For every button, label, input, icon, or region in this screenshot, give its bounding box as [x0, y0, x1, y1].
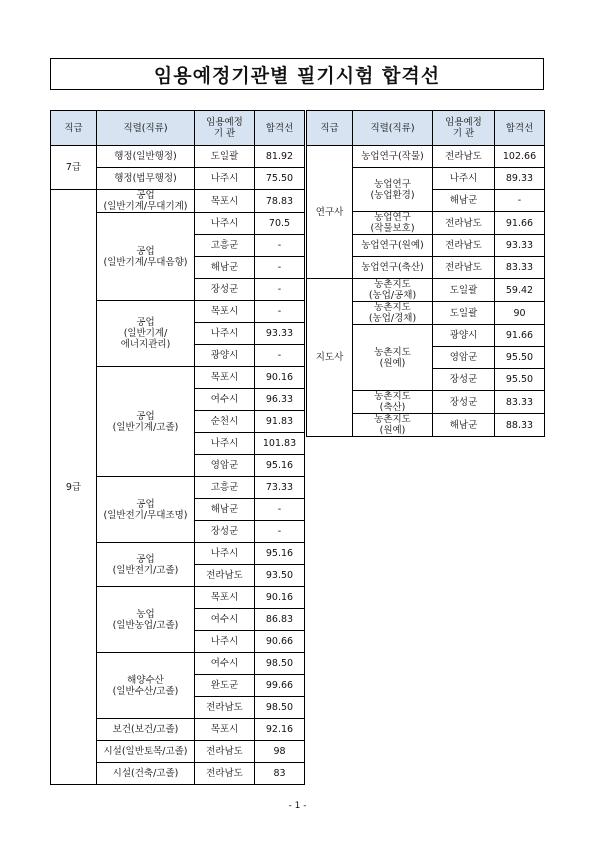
page-title-text: 임용예정기관별 필기시험 합격선: [153, 64, 441, 87]
agency-cell: 목포시: [195, 367, 255, 389]
series-line: 농업연구(축산): [361, 262, 424, 273]
agency-cell: 나주시: [195, 168, 255, 190]
agency-cell: 영암군: [195, 455, 255, 477]
series-cell: [97, 653, 195, 719]
agency-cell: 전라남도: [433, 235, 495, 257]
series-cell: [97, 146, 195, 168]
right-results-table: [306, 110, 545, 437]
cutoff-cell: -: [495, 190, 545, 212]
series-line: 농업연구: [374, 178, 411, 190]
agency-cell: 장성군: [195, 279, 255, 301]
agency-cell: 고흥군: [195, 477, 255, 499]
table-row: [307, 146, 545, 168]
agency-cell: 해남군: [433, 190, 495, 212]
agency-cell: 도일괄: [433, 279, 495, 302]
series-line: (일반수산/고졸): [112, 685, 179, 697]
agency-cell: 광양시: [195, 345, 255, 367]
header-agency-line2: 기 관: [452, 128, 475, 139]
series-cell: [353, 279, 433, 302]
series-line: (일반기계/: [123, 328, 168, 339]
series-cell: [97, 763, 195, 785]
header-agency: [433, 111, 495, 146]
series-cell: [353, 235, 433, 257]
cutoff-cell: 98.50: [255, 653, 305, 675]
cutoff-cell: 90.66: [255, 631, 305, 653]
cutoff-cell: 78.83: [255, 190, 305, 213]
series-line: (농업/경채): [368, 313, 417, 324]
cutoff-cell: 83: [255, 763, 305, 785]
series-line: 농업연구: [374, 212, 411, 223]
agency-cell: 전라남도: [433, 146, 495, 168]
series-cell: [353, 257, 433, 279]
cutoff-cell: 73.33: [255, 477, 305, 499]
agency-cell: 순천시: [195, 411, 255, 433]
agency-cell: 목포시: [195, 587, 255, 609]
cutoff-cell: 90: [495, 302, 545, 325]
agency-cell: 목포시: [195, 190, 255, 213]
series-line: (일반전기/고졸): [112, 564, 179, 576]
series-cell: [353, 414, 433, 437]
header-series: 직렬(직류): [353, 111, 433, 146]
header-agency-line2: 기 관: [213, 128, 236, 139]
table-row: [307, 279, 545, 302]
agency-cell: 여수시: [195, 653, 255, 675]
agency-cell: 고흥군: [195, 235, 255, 257]
cutoff-cell: 90.16: [255, 367, 305, 389]
series-line: 해양수산: [127, 674, 164, 686]
agency-cell: 여수시: [195, 389, 255, 411]
agency-cell: 나주시: [195, 543, 255, 565]
cutoff-cell: 92.16: [255, 719, 305, 741]
agency-cell: 전라남도: [433, 212, 495, 235]
grade-cell: 연구사: [307, 146, 353, 279]
cutoff-cell: 99.66: [255, 675, 305, 697]
agency-cell: 목포시: [195, 301, 255, 323]
series-cell: [97, 543, 195, 587]
agency-cell: 나주시: [433, 168, 495, 190]
grade-cell: 지도사: [307, 279, 353, 437]
series-line: (일반기계/무대음향): [103, 256, 188, 268]
header-series: 직렬(직류): [97, 111, 195, 146]
series-cell: [353, 146, 433, 168]
header-grade: 직급: [307, 111, 353, 146]
agency-cell: 광양시: [433, 325, 495, 347]
left-header-row: [51, 111, 305, 146]
grade-cell: 9급: [51, 190, 97, 785]
agency-cell: 목포시: [195, 719, 255, 741]
agency-cell: 완도군: [195, 675, 255, 697]
cutoff-cell: 88.33: [495, 414, 545, 437]
agency-cell: 나주시: [195, 213, 255, 235]
series-cell: [353, 391, 433, 414]
series-line: (원예): [379, 357, 406, 369]
agency-cell: 전라남도: [195, 741, 255, 763]
cutoff-cell: 59.42: [495, 279, 545, 302]
cutoff-cell: 81.92: [255, 146, 305, 168]
series-line: (농업/공채): [368, 290, 417, 301]
series-cell: [97, 587, 195, 653]
cutoff-cell: -: [255, 257, 305, 279]
series-line: (일반기계/고졸): [112, 421, 179, 433]
series-line: 행정(일반행정): [114, 151, 177, 162]
header-cutoff: 합격선: [255, 111, 305, 146]
cutoff-cell: 98.50: [255, 697, 305, 719]
series-line: 공업: [136, 190, 155, 201]
cutoff-cell: 95.50: [495, 347, 545, 369]
cutoff-cell: 75.50: [255, 168, 305, 190]
cutoff-cell: -: [255, 279, 305, 301]
series-cell: [353, 325, 433, 391]
series-line: (일반농업/고졸): [112, 619, 179, 631]
series-cell: [97, 168, 195, 190]
cutoff-cell: 90.16: [255, 587, 305, 609]
series-line: 공업: [136, 553, 155, 565]
series-cell: [97, 301, 195, 367]
agency-cell: 나주시: [195, 631, 255, 653]
agency-cell: 해남군: [195, 257, 255, 279]
right-header-row: [307, 111, 545, 146]
series-line: 농업연구(작물): [361, 151, 424, 162]
series-line: (일반기계/무대기계): [103, 201, 188, 212]
table-row: [51, 146, 305, 168]
series-line: 농업연구(원예): [361, 240, 424, 251]
series-line: 농촌지도: [374, 414, 411, 425]
agency-cell: 장성군: [433, 391, 495, 414]
series-cell: [353, 168, 433, 212]
agency-cell: 나주시: [195, 323, 255, 345]
header-grade: 직급: [51, 111, 97, 146]
series-line: 공업: [136, 410, 155, 422]
series-line: (작물보호): [370, 223, 415, 234]
header-agency-line1: 임용예정: [445, 117, 482, 128]
series-line: 시설(건축/고졸): [112, 768, 179, 779]
series-cell: [97, 190, 195, 213]
series-cell: [97, 367, 195, 477]
agency-cell: 도일괄: [433, 302, 495, 325]
series-line: 공업: [136, 498, 155, 510]
series-line: 보건(보건/고졸): [112, 724, 179, 735]
header-agency-line1: 임용예정: [206, 117, 243, 128]
page-title: [50, 58, 544, 90]
series-cell: [97, 741, 195, 763]
cutoff-cell: 102.66: [495, 146, 545, 168]
series-line: 시설(일반토목/고졸): [103, 746, 188, 757]
series-line: 농촌지도: [374, 279, 411, 290]
series-cell: [97, 477, 195, 543]
cutoff-cell: -: [255, 235, 305, 257]
cutoff-cell: -: [255, 521, 305, 543]
header-cutoff: 합격선: [495, 111, 545, 146]
right-table-body: [307, 146, 545, 437]
agency-cell: 전라남도: [195, 697, 255, 719]
grade-cell: 7급: [51, 146, 97, 190]
cutoff-cell: 91.66: [495, 212, 545, 235]
table-row: [51, 190, 305, 213]
series-line: 농업: [136, 608, 155, 620]
series-cell: [353, 212, 433, 235]
cutoff-cell: 91.66: [495, 325, 545, 347]
left-table-body: [51, 146, 305, 785]
agency-cell: 나주시: [195, 433, 255, 455]
series-line: 에너지관리): [120, 339, 171, 350]
series-cell: [97, 213, 195, 301]
series-line: (축산): [379, 402, 406, 413]
agency-cell: 전라남도: [195, 763, 255, 785]
cutoff-cell: -: [255, 499, 305, 521]
cutoff-cell: 93.33: [495, 235, 545, 257]
cutoff-cell: 83.33: [495, 257, 545, 279]
cutoff-cell: 83.33: [495, 391, 545, 414]
agency-cell: 여수시: [195, 609, 255, 631]
cutoff-cell: 93.33: [255, 323, 305, 345]
series-line: 공업: [136, 245, 155, 257]
cutoff-cell: 95.16: [255, 543, 305, 565]
series-line: (원예): [379, 425, 406, 436]
series-line: 농촌지도: [374, 391, 411, 402]
agency-cell: 영암군: [433, 347, 495, 369]
agency-cell: 해남군: [433, 414, 495, 437]
series-line: 농촌지도: [374, 302, 411, 313]
cutoff-cell: 95.50: [495, 369, 545, 391]
agency-cell: 해남군: [195, 499, 255, 521]
agency-cell: 장성군: [195, 521, 255, 543]
series-line: 농촌지도: [374, 346, 411, 358]
cutoff-cell: 86.83: [255, 609, 305, 631]
agency-cell: 전라남도: [195, 565, 255, 587]
series-cell: [97, 719, 195, 741]
cutoff-cell: 70.5: [255, 213, 305, 235]
series-line: 행정(법무행정): [114, 173, 177, 184]
cutoff-cell: -: [255, 301, 305, 323]
series-line: (일반전기/무대조명): [103, 509, 188, 521]
cutoff-cell: 95.16: [255, 455, 305, 477]
series-line: (농업환경): [370, 189, 415, 201]
header-agency: [195, 111, 255, 146]
cutoff-cell: 96.33: [255, 389, 305, 411]
agency-cell: 도일괄: [195, 146, 255, 168]
cutoff-cell: 89.33: [495, 168, 545, 190]
series-cell: [353, 302, 433, 325]
left-results-table: [50, 110, 305, 785]
cutoff-cell: 91.83: [255, 411, 305, 433]
page-number: - 1 -: [288, 801, 307, 811]
cutoff-cell: 93.50: [255, 565, 305, 587]
agency-cell: 전라남도: [433, 257, 495, 279]
cutoff-cell: 98: [255, 741, 305, 763]
series-line: 공업: [136, 317, 155, 328]
agency-cell: 장성군: [433, 369, 495, 391]
cutoff-cell: 101.83: [255, 433, 305, 455]
cutoff-cell: -: [255, 345, 305, 367]
